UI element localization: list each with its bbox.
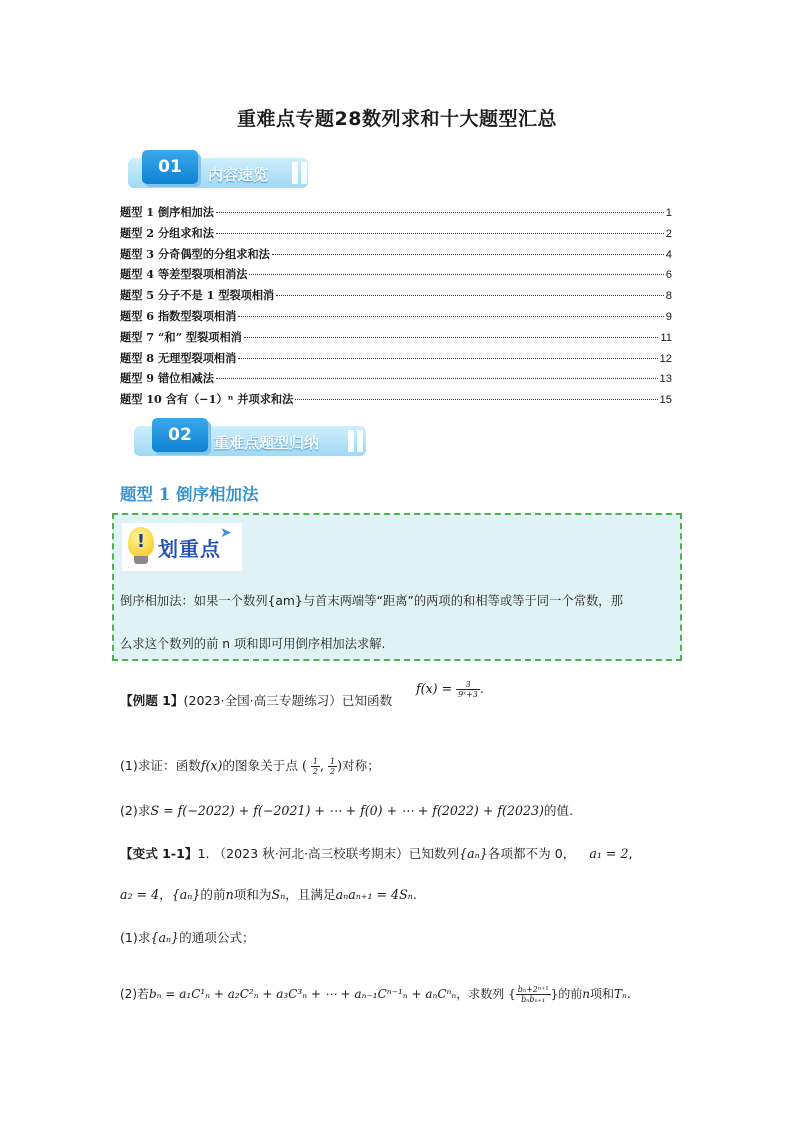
toc-dot-leader [216, 378, 658, 379]
point-y [328, 757, 337, 776]
point-x-num: 1 [312, 757, 318, 766]
table-of-contents [120, 204, 672, 412]
n-variable: n [582, 987, 590, 1001]
banner-number: 02 [152, 418, 208, 452]
section-banner-types [134, 418, 368, 460]
variant-text: 项和为 [233, 887, 272, 902]
toc-entry-page: 9 [665, 310, 672, 323]
fraction-numerator: 3 [456, 680, 480, 690]
part2-text: (2)求 [120, 803, 151, 818]
function-lhs: f(x) = [416, 681, 453, 696]
key-point-box [112, 513, 682, 661]
bn-expression: bₙ = a₁C¹ₙ + a₂C²ₙ + a₃C³ₙ + ⋯ + aₙ₋₁Cⁿ⁻¹ₙ + aₙCⁿₙ [149, 987, 457, 1001]
toc-entry-page: 12 [659, 352, 672, 365]
sequence-an: {aₙ} [150, 930, 180, 945]
toc-entry[interactable] [120, 370, 672, 391]
q1-text: (1)求 [120, 930, 151, 945]
lightbulb-icon: ! [128, 527, 154, 557]
toc-entry-page: 13 [659, 373, 672, 386]
toc-entry-page: 1 [665, 207, 672, 219]
sum-expression: S = f(−2022) + f(−2021) + ⋯ + f(0) + ⋯ + f(2022) + f(2023) [150, 803, 544, 818]
example-tag: 【例题 1】 [120, 693, 184, 708]
page-title: 重难点专题28数列求和十大题型汇总 [237, 108, 557, 130]
variant-text: 各项都不为 0， [487, 846, 576, 861]
toc-dot-leader [238, 316, 664, 317]
toc-entry-title: 题型 6 指数型裂项相消 [120, 308, 237, 323]
key-point-logo-text: 划重点 [158, 537, 221, 561]
sequence-fraction-body [516, 985, 551, 1004]
toc-entry-title: 题型 4 等差型裂项相消法 [120, 267, 248, 282]
toc-entry[interactable] [120, 350, 672, 371]
comma: , [628, 846, 633, 861]
period: . [626, 987, 631, 1001]
toc-entry-title: 题型 3 分奇偶型的分组求和法 [120, 246, 270, 261]
toc-entry-title: 题型 1 倒序相加法 [120, 205, 214, 219]
part1-function: f(x) [200, 758, 223, 773]
sequence-an: {aₙ} [459, 846, 488, 861]
fraction-denominator: bₙbₙ₊₁ [521, 995, 546, 1004]
example-1-statement [120, 690, 392, 709]
sum-sn: Sₙ [271, 887, 286, 902]
toc-dot-leader [249, 274, 663, 275]
toc-entry[interactable] [120, 266, 672, 287]
toc-dot-leader [238, 358, 657, 359]
section-banner-overview [128, 150, 310, 192]
point-y-num: 1 [330, 757, 336, 766]
period: . [412, 887, 417, 902]
toc-entry[interactable] [120, 287, 672, 308]
symmetry-point: ( $\frac{1}{2}$ , $\frac{1}{2}$ ) [301, 757, 343, 776]
a1-value: a₁ = 2 [589, 846, 629, 861]
period: . [479, 681, 484, 696]
variant-text: ，且满足 [285, 887, 336, 902]
key-point-line-1: 倒序相加法：如果一个数列{am}与首末两端等“距离”的两项的和相等或等于同一个常数，那 [120, 594, 623, 608]
fraction-denominator: 9ˣ+3 [458, 690, 478, 699]
recurrence-relation: aₙaₙ₊₁ = 4Sₙ [335, 887, 413, 902]
toc-entry-title: 题型 10 含有（−1）ⁿ 并项求和法 [120, 392, 294, 407]
banner-stripe [292, 162, 298, 184]
toc-entry-title: 题型 2 分组求和法 [120, 225, 214, 240]
toc-dot-leader [244, 337, 659, 338]
toc-entry-page: 11 [660, 331, 672, 344]
variant-1-1-line-2 [120, 884, 417, 903]
toc-entry-title: 题型 8 无理型裂项相消 [120, 350, 237, 365]
point-x [311, 757, 320, 776]
paper-plane-icon: ➤ [220, 525, 232, 541]
part2-text: 的值. [543, 803, 574, 818]
toc-dot-leader [216, 233, 664, 234]
function-fraction [456, 680, 480, 699]
toc-entry[interactable] [120, 329, 672, 350]
banner-stripe [348, 430, 354, 452]
toc-dot-leader [276, 295, 664, 296]
part1-text: (1)求证：函数 [120, 758, 201, 773]
toc-entry[interactable] [120, 391, 672, 412]
example-1-part-1 [120, 755, 380, 776]
toc-entry-page: 8 [665, 290, 672, 303]
variant-question-1 [120, 927, 255, 946]
sequence-an: {aₙ} [171, 887, 201, 902]
toc-entry[interactable] [120, 204, 672, 225]
toc-entry[interactable] [120, 246, 672, 267]
point-x-den: 2 [312, 767, 318, 776]
example-source: (2023·全国·高三专题练习）已知函数 [183, 693, 393, 708]
banner-number: 01 [142, 150, 198, 184]
banner-label: 内容速览 [208, 166, 269, 184]
lightbulb-base [134, 556, 148, 564]
toc-entry[interactable] [120, 225, 672, 246]
toc-entry-title: 题型 9 错位相减法 [120, 371, 214, 386]
point-y-den: 2 [330, 767, 336, 776]
banner-stripe [301, 162, 307, 184]
variant-question-2 [120, 985, 631, 1004]
function-definition [416, 680, 484, 699]
toc-dot-leader [272, 254, 664, 255]
variant-tag: 【变式 1-1】 [120, 846, 198, 861]
toc-entry-page: 2 [665, 227, 672, 240]
toc-entry-page: 15 [659, 394, 672, 407]
n-variable: n [225, 887, 234, 902]
banner-stripe [357, 430, 363, 452]
key-point-logo [122, 523, 242, 571]
q2-text: 项和 [589, 987, 614, 1001]
sequence-fraction: { $\frac{\text{bₙ+2ⁿ⁺¹}}{\text{bₙbₙ₊₁}}$ } [508, 985, 559, 1004]
q2-text: ，求数列 [456, 987, 505, 1001]
toc-dot-leader [216, 212, 664, 213]
toc-entry[interactable] [120, 308, 672, 329]
variant-text: ， [159, 887, 172, 902]
part1-text: 对称； [342, 758, 380, 773]
part1-text: 的图象关于点 [222, 758, 298, 773]
section-heading: 题型 1 倒序相加法 [120, 485, 259, 504]
toc-entry-page: 6 [665, 269, 672, 282]
toc-entry-title: 题型 5 分子不是 1 型裂项相消 [120, 288, 275, 303]
key-point-line-2: 么求这个数列的前 n 项和即可用倒序相加法求解. [120, 637, 386, 651]
variant-1-1-line-1 [120, 843, 633, 862]
variant-text: 1. （2023 秋·河北·高三校联考期末）已知数列 [197, 846, 460, 861]
toc-entry-title: 题型 7 “和” 型裂项相消 [120, 329, 242, 344]
fraction-numerator: bₙ+2ⁿ⁺¹ [517, 985, 549, 994]
banner-label: 重难点题型归纳 [214, 434, 320, 452]
a2-value: a₂ = 4 [120, 887, 160, 902]
toc-entry-page: 4 [665, 248, 672, 261]
q2-text: 的前 [558, 987, 583, 1001]
q1-text: 的通项公式； [179, 930, 255, 945]
example-1-part-2 [120, 800, 573, 819]
q2-text: (2)若 [120, 987, 149, 1001]
variant-text: 的前 [200, 887, 226, 902]
toc-dot-leader [295, 399, 657, 400]
sum-tn: Tₙ [613, 987, 627, 1001]
